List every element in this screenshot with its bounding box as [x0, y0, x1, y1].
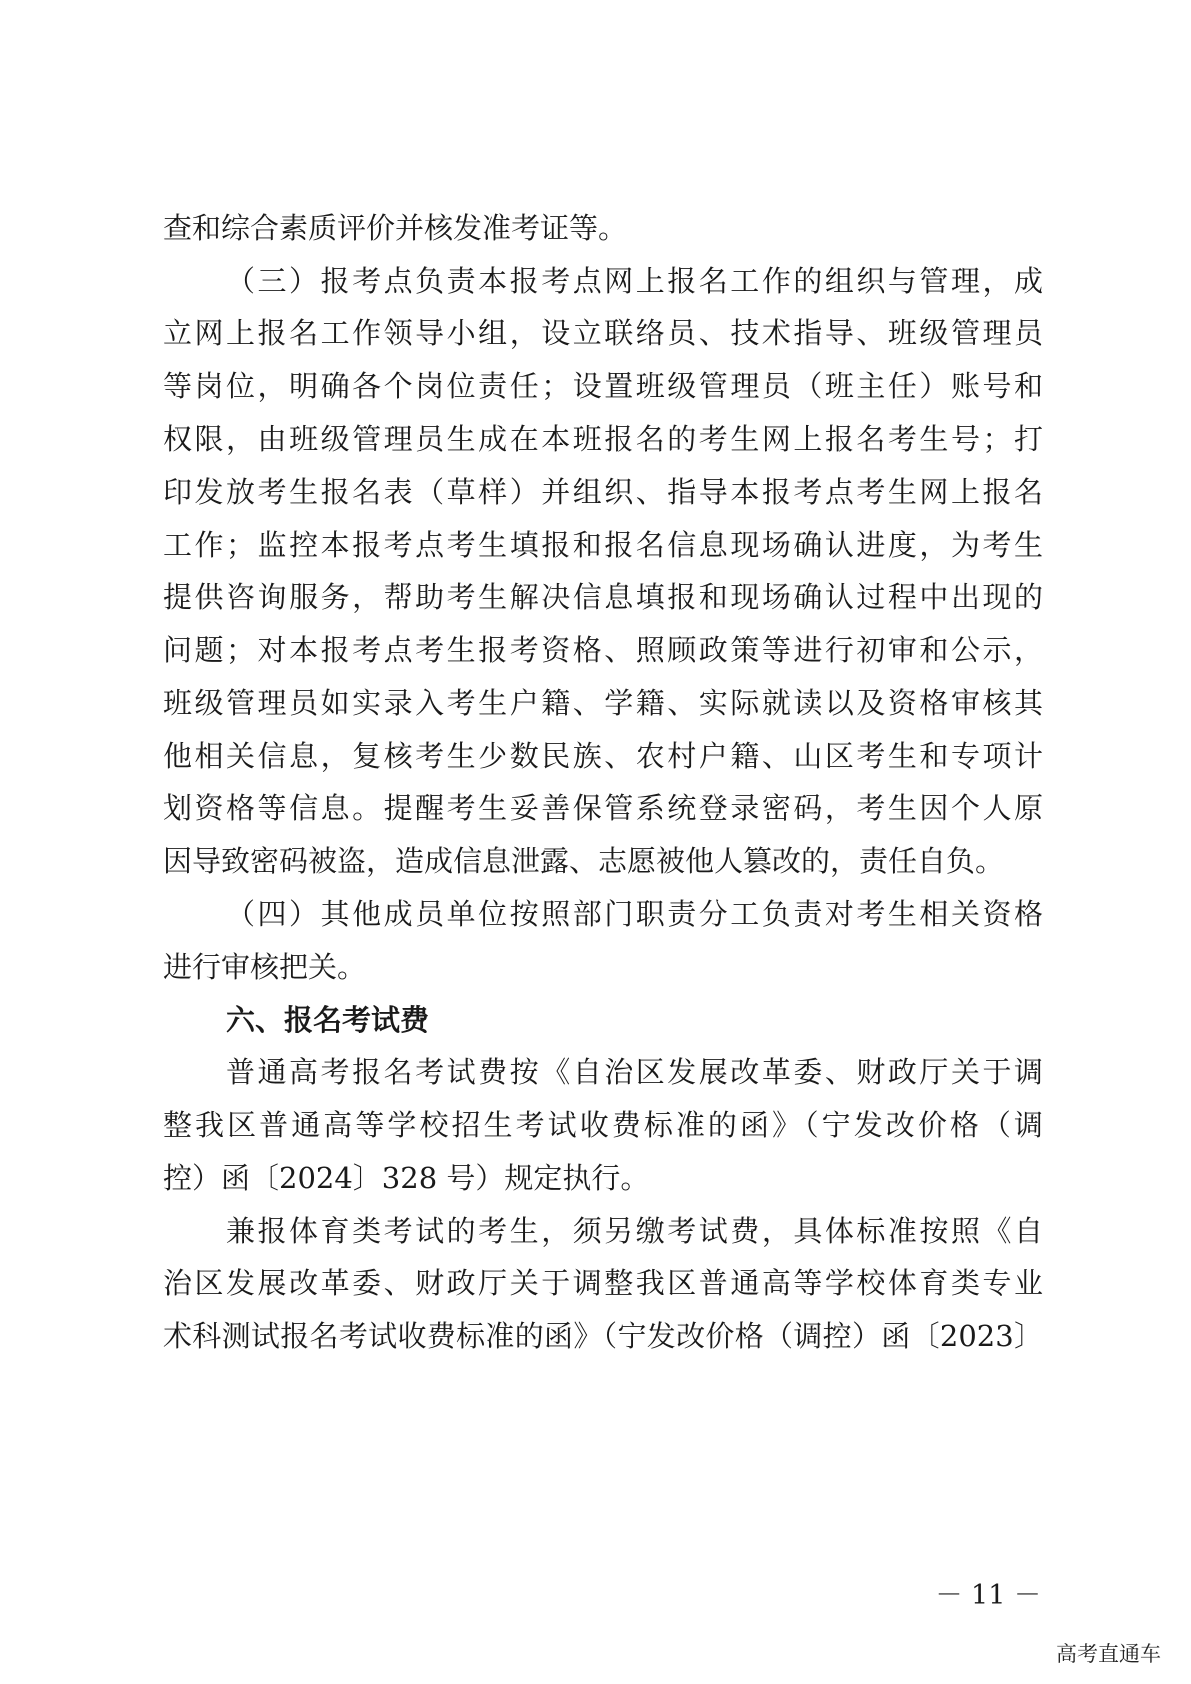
text-line: （四）其他成员单位按照部门职责分工负责对考生相关资格 [226, 897, 1043, 931]
text-line: 进行审核把关。 [163, 950, 367, 984]
text-line: 他相关信息，复核考生少数民族、农村户籍、山区考生和专项计 [163, 739, 1043, 773]
text-line: 等岗位，明确各个岗位责任；设置班级管理员（班主任）账号和 [163, 369, 1043, 403]
page-number: － 11 － [935, 1580, 1041, 1611]
text-line: 问题；对本报考点考生报考资格、照顾政策等进行初审和公示， [163, 633, 1043, 667]
text-line: 普通高考报名考试费按《自治区发展改革委、财政厅关于调 [226, 1055, 1043, 1089]
text-line: 控）函〔2024〕328 号）规定执行。 [163, 1161, 650, 1195]
text-line: 术科测试报名考试收费标准的函》（宁发改价格（调控）函〔2023〕 [163, 1319, 1043, 1353]
text-line: 治区发展改革委、财政厅关于调整我区普通高等学校体育类专业 [163, 1266, 1043, 1300]
text-line: 立网上报名工作领导小组，设立联络员、技术指导、班级管理员 [163, 316, 1043, 350]
text-line: 印发放考生报名表（草样）并组织、指导本报考点考生网上报名 [163, 475, 1043, 509]
text-line: 兼报体育类考试的考生，须另缴考试费，具体标准按照《自 [226, 1214, 1043, 1248]
text-line: （三）报考点负责本报考点网上报名工作的组织与管理，成 [226, 264, 1043, 298]
section-heading: 六、报名考试费 [226, 1003, 430, 1037]
text-line: 班级管理员如实录入考生户籍、学籍、实际就读以及资格审核其 [163, 686, 1043, 720]
text-line: 提供咨询服务，帮助考生解决信息填报和现场确认过程中出现的 [163, 580, 1043, 614]
text-line: 权限，由班级管理员生成在本班报名的考生网上报名考生号；打 [163, 422, 1043, 456]
text-line: 整我区普通高等学校招生考试收费标准的函》（宁发改价格（调 [163, 1108, 1043, 1142]
text-line: 因导致密码被盗，造成信息泄露、志愿被他人篡改的，责任自负。 [163, 844, 1005, 878]
text-line: 划资格等信息。提醒考生妥善保管系统登录密码，考生因个人原 [163, 791, 1043, 825]
text-line: 工作；监控本报考点考生填报和报名信息现场确认进度，为考生 [163, 528, 1043, 562]
watermark: 高考直通车 [1056, 1642, 1161, 1666]
text-line: 查和综合素质评价并核发准考证等。 [163, 211, 628, 245]
